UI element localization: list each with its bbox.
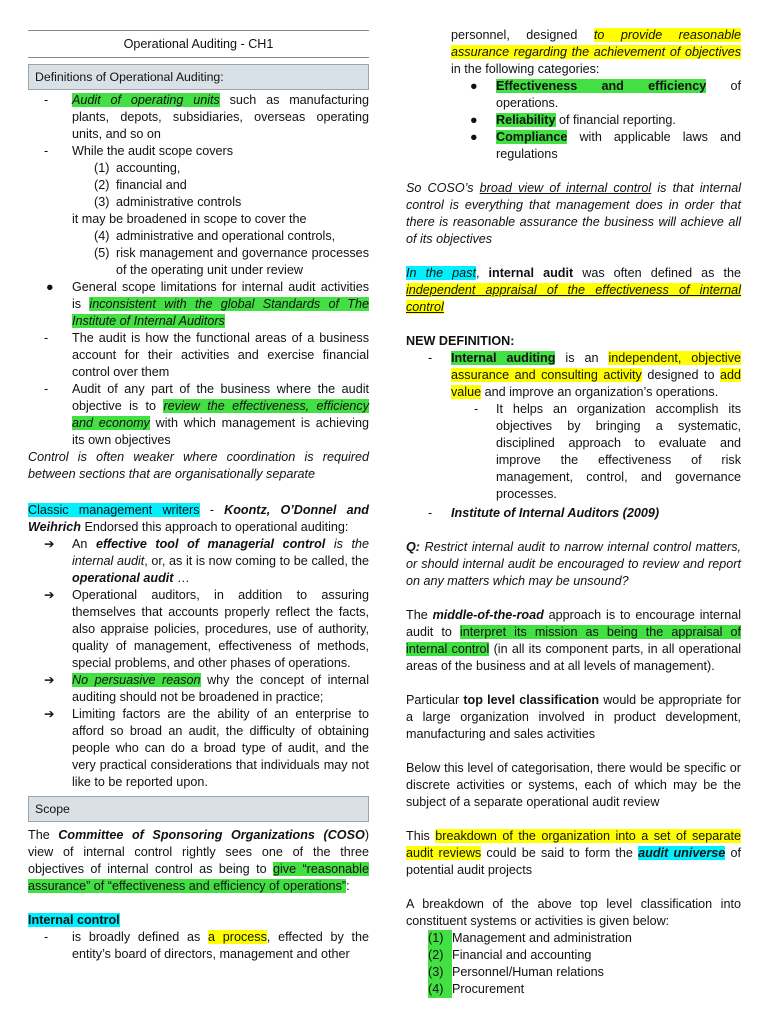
coso-paragraph: The Committee of Sponsoring Organizations (COSO) view of internal control rightly sees one of the three objectives of internal control as being to give “reasonable assurance” of “effectiveness and efficiency of operations”: <box>28 828 370 893</box>
document-title: Operational Auditing - CH1 <box>28 30 369 58</box>
list-item: - Audit of any part of the business where the audit objective is to review the effectiveness, efficiency and economy with which management is achieving its own objectives <box>44 382 369 447</box>
list-item: ● Compliance with applicable laws and regulations <box>470 130 741 161</box>
list-item: ● Reliability of financial reporting. <box>470 113 676 127</box>
control-weak-note: Control is often weaker where coordination is required between sections that are organisationally separate <box>28 450 369 481</box>
classic-writers-paragraph: Classic management writers - Koontz, O’Donnel and Weihrich Endorsed this approach to operational auditing: <box>28 503 369 534</box>
list-item: (4) Procurement <box>428 982 525 996</box>
list-item: ➔ No persuasive reason why the concept of internal auditing should not be broadened in practice; <box>44 673 369 704</box>
past-definition-paragraph: In the past, internal audit was often defined as the independent appraisal of the effectiveness of internal control <box>406 266 742 314</box>
below-level-paragraph: Below this level of categorisation, there would be specific or discrete activities or systems, each of which may be the subject of a separate operational audit review <box>406 761 741 809</box>
section-header-scope: Scope <box>28 796 369 822</box>
list-item: - is broadly defined as a process, effected by the entity’s board of directors, management and other <box>44 930 370 961</box>
list-item: (1) Management and administration <box>428 931 632 945</box>
list-item: ➔ An effective tool of managerial control is the internal audit, or, as it is now coming to be called, the operational audit … <box>44 537 369 585</box>
list-item: - Audit of operating units such as manufacturing plants, depots, subsidiaries, overseas operating units, and so on <box>44 93 369 141</box>
list-item: - While the audit scope covers <box>44 144 234 158</box>
internal-control-heading: Internal control <box>28 913 120 927</box>
objectives-list <box>406 78 741 163</box>
numbered-list: (4) administrative and operational controls, (5) risk management and governance processes of the operating unit under review <box>94 229 369 277</box>
section-header-definitions: Definitions of Operational Auditing: <box>28 64 369 90</box>
left-column <box>28 0 369 963</box>
continuation-paragraph: personnel, designed to provide reasonable assurance regarding the achievement of objectives in the following categories: <box>451 28 741 76</box>
breakdown-paragraph: This breakdown of the organization into a set of separate audit reviews could be said to form the audit universe of potential audit projects <box>406 829 741 877</box>
list-item: - It helps an organization accomplish its objectives by bringing a systematic, disciplined approach to evaluate and improve the effectiveness of risk management, control, and governance processes. <box>474 402 741 501</box>
coso-view-paragraph: So COSO’s broad view of internal control is that internal control is everything that management does in order that there is reasonable assurance the business will achieve all of its objectives <box>406 181 742 246</box>
list-item: - The audit is how the functional areas of a business account for their activities and exercise financial control over them <box>44 331 369 379</box>
right-column <box>406 0 741 998</box>
list-item: ● General scope limitations for internal audit activities is inconsistent with the global Standards of The Institute of Internal Auditors <box>46 280 369 328</box>
list-item: - Institute of Internal Auditors (2009) <box>428 506 660 520</box>
text-line: it may be broadened in scope to cover the <box>72 212 307 226</box>
list-item: ● Effectiveness and efficiency of operations. <box>470 79 741 110</box>
list-item: (3) Personnel/Human relations <box>428 965 604 979</box>
new-definition-heading: NEW DEFINITION: <box>406 334 515 348</box>
list-item: ➔ Operational auditors, in addition to assuring themselves that accounts properly reflect the facts, also appraise policies, procedures, use of authority, quality of management, effectiveness of methods, special problems, and other phases of operations. <box>44 588 369 670</box>
list-item: (2) Financial and accounting <box>428 948 592 962</box>
breakdown-intro: A breakdown of the above top level classification into constituent systems or activities is given below: <box>406 897 741 928</box>
question-paragraph: Q: Restrict internal audit to narrow internal control matters, or should internal audit be encouraged to review and report on any matters which may be unsound? <box>406 540 741 588</box>
middle-road-paragraph: The middle-of-the-road approach is to encourage internal audit to interpret its mission as being the appraisal of internal control (in all its component parts, in all operational areas of the business and at all levels of management). <box>406 608 742 673</box>
top-level-paragraph: Particular top level classification would be appropriate for a large organization involved in product development, manufacturing and sales activities <box>406 693 741 741</box>
list-item: - Internal auditing is an independent, objective assurance and consulting activity designed to add value and improve an organization’s operations. <box>428 351 742 399</box>
classification-list <box>406 930 741 998</box>
numbered-list: (1) accounting, (2) financial and (3) administrative controls <box>94 161 242 209</box>
list-item: ➔ Limiting factors are the ability of an enterprise to afford so broad an audit, the difficulty of obtaining people who can do a broad type of audit, and the very practical considerations that individuals may not like to be reported upon. <box>44 707 369 789</box>
